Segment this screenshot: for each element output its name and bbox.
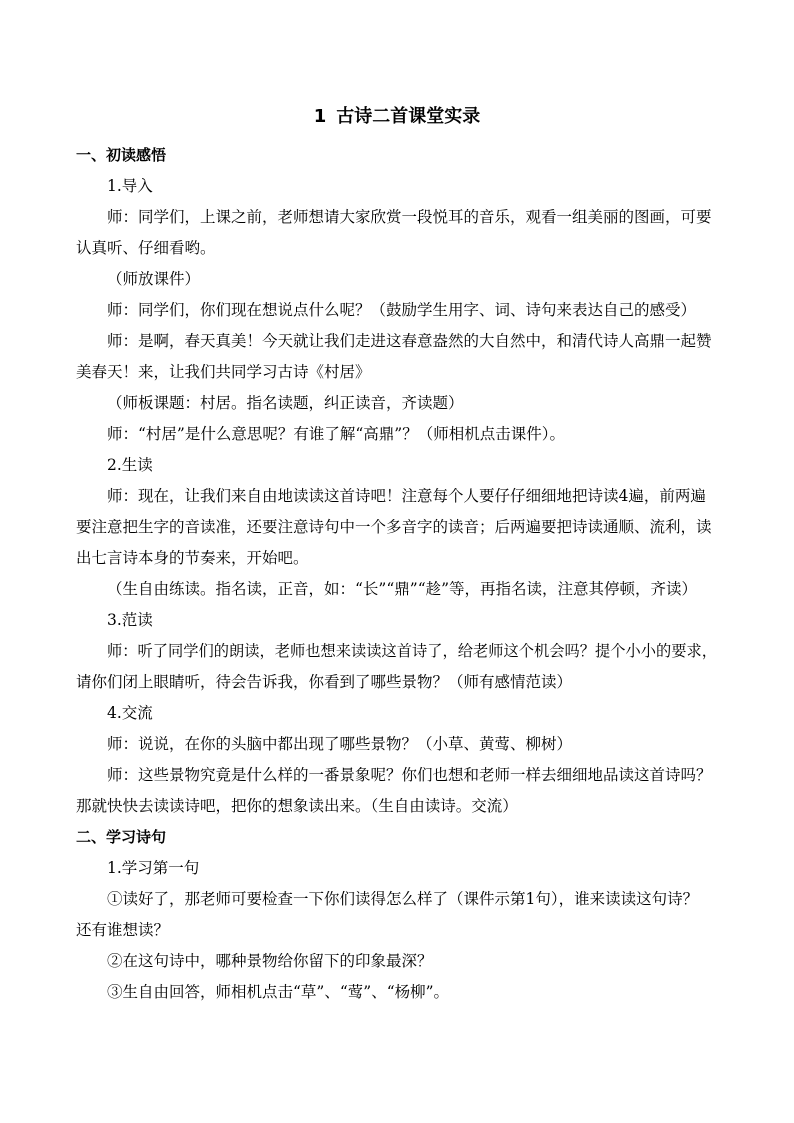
document-body [76,140,722,1008]
text-line: ②在这句诗中，哪种景物给你留下的印象最深？ [107,952,433,970]
title-number: 1 [313,106,327,127]
text-line: 3.范读 [107,611,153,629]
text-line: 师：说说，在你的头脑中都出现了哪些景物？（小草、黄莺、柳树） [107,735,573,753]
page-title [0,104,794,130]
text-line: 师：“村居”是什么意思呢？有谁了解“高鼎”？（师相机点击课件）。 [107,425,565,443]
text-line: 美春天！来，让我们共同学习古诗《村居》 [76,363,371,381]
text-line: 1.学习第一句 [107,859,200,877]
text-line: （师板课题：村居。指名读题，纠正读音，齐读题） [107,394,464,412]
text-line: 1.导入 [107,177,153,195]
text-line: 那就快快去读读诗吧，把你的想象读出来。（生自由读诗。交流） [76,797,518,815]
text-line: 请你们闭上眼睛听，待会告诉我，你看到了哪些景物？（师有感情范读） [76,673,573,691]
text-line: （师放课件） [107,270,201,288]
text-line: 师：听了同学们的朗读，老师也想来读读这首诗了，给老师这个机会吗？提个小小的要求， [107,642,717,660]
text-line: 要注意把生字的音读准，还要注意诗句中一个多音字的读音；后两遍要把诗读通顺、流利，读 [76,518,712,536]
text-line: 师：是啊，春天真美！今天就让我们走进这春意盎然的大自然中，和清代诗人高鼎一起赞 [107,332,712,350]
text-line: ①读好了，那老师可要检查一下你们读得怎么样了（课件示第1句），谁来读读这句诗？ [107,890,699,908]
section-heading: 二、学习诗句 [76,828,167,846]
text-line: 师：同学们，你们现在想说点什么呢？（鼓励学生用字、词、诗句来表达自己的感受） [107,301,697,319]
text-line: 还有谁想读？ [76,921,170,939]
text-line: 2.生读 [107,456,153,474]
text-line: 师：现在，让我们来自由地读读这首诗吧！注意每个人要仔仔细细地把诗读4遍，前两遍 [107,487,706,505]
text-line: 认真听、仔细看哟。 [76,239,216,257]
text-line: 师：这些景物究竟是什么样的一番景象呢？你们也想和老师一样去细细地品读这首诗吗？ [107,766,712,784]
text-line: 师：同学们，上课之前，老师想请大家欣赏一段悦耳的音乐，观看一组美丽的图画，可要 [107,208,712,226]
text-line: ③生自由回答，师相机点击“草”、“莺”、“杨柳”。 [107,983,450,1001]
title-text: 古诗二首课堂实录 [336,106,481,127]
section-heading: 一、初读感悟 [76,146,167,164]
text-line: （生自由练读。指名读，正音，如：“长”“鼎”“趁”等，再指名读，注意其停顿，齐读） [107,580,698,598]
text-line: 4.交流 [107,704,153,722]
text-line: 出七言诗本身的节奏来，开始吧。 [76,549,309,567]
